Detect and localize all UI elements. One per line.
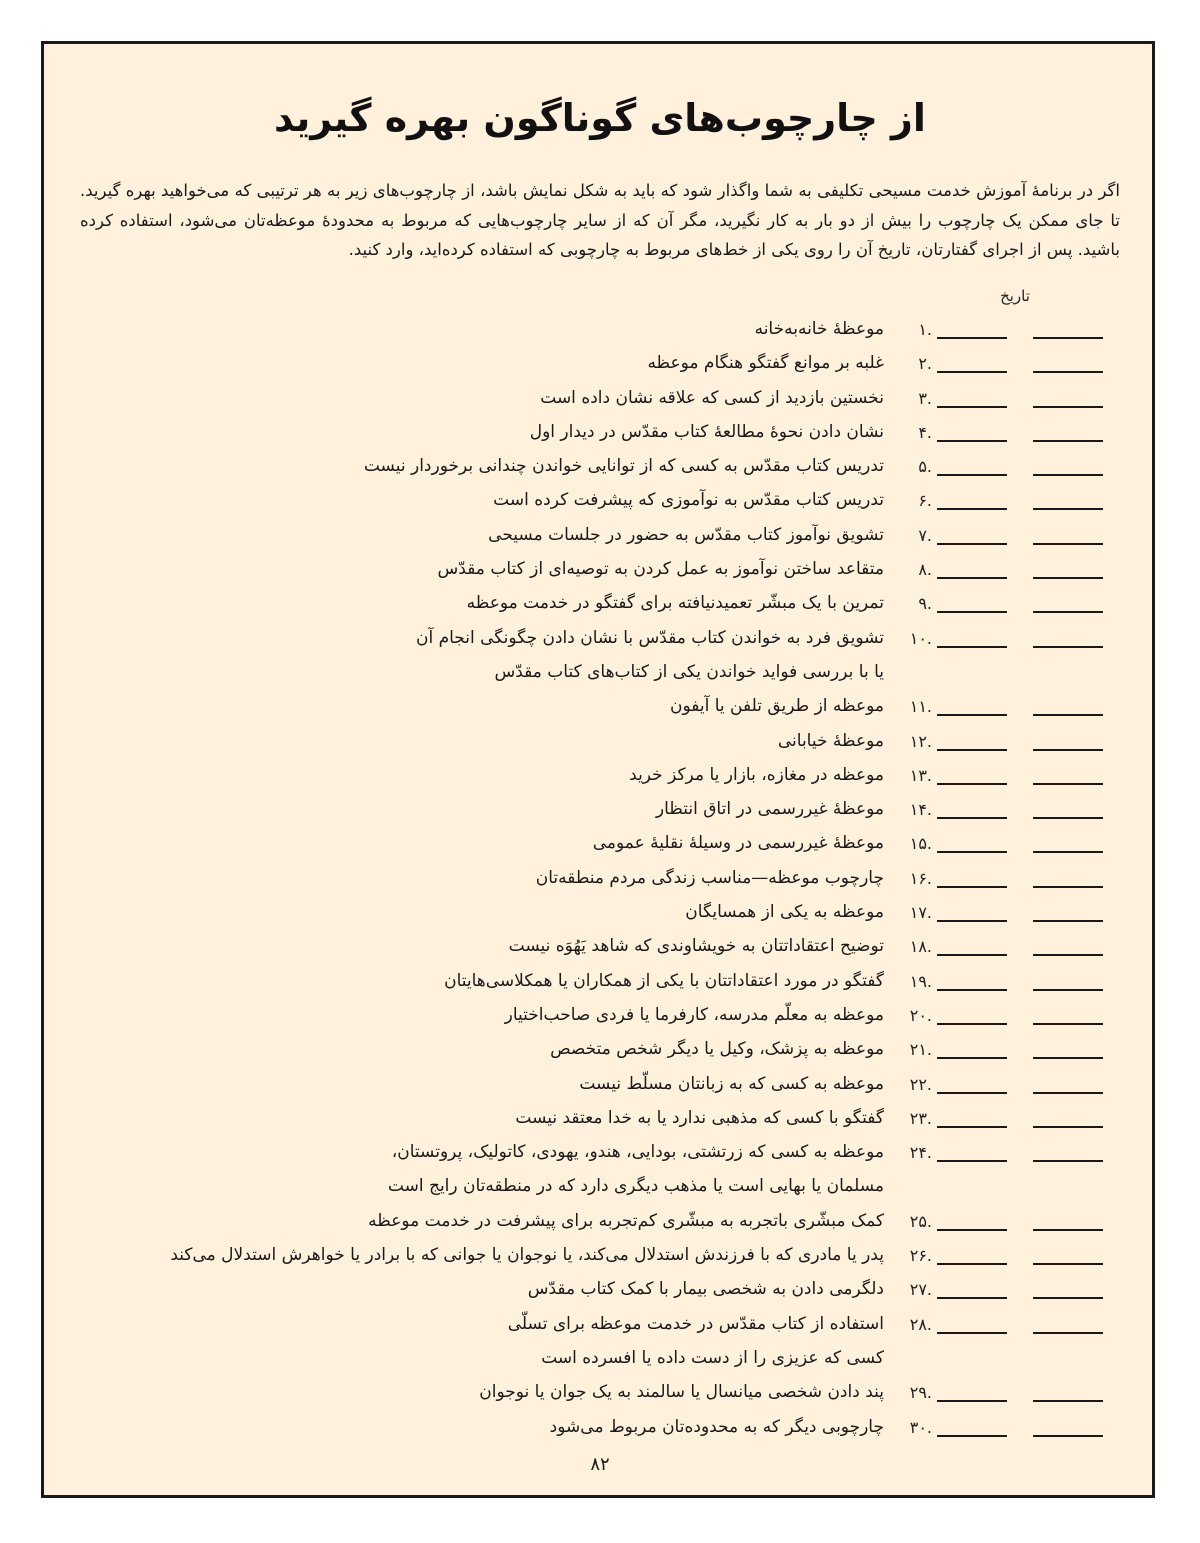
item-number: .۳ (918, 388, 932, 408)
item-text (438, 552, 884, 586)
checklist-item (0, 1377, 1200, 1411)
checklist-item (0, 314, 1200, 348)
checklist-item (0, 554, 1200, 588)
date-line-1[interactable] (1033, 1229, 1103, 1231)
item-number: .۲۲ (909, 1074, 932, 1094)
date-line-1[interactable] (1033, 406, 1103, 408)
date-line-2[interactable] (937, 1057, 1007, 1059)
date-line-2[interactable] (937, 1023, 1007, 1025)
date-line-2[interactable] (937, 1435, 1007, 1437)
item-text-line: توضیح اعتقاداتتان به خویشاوندی که شاهد یَهُوَه نیست (508, 936, 884, 957)
date-line-2[interactable] (937, 646, 1007, 648)
item-text (479, 1375, 884, 1409)
item-text-line: موعظه به معلّم مدرسه، کارفرما یا فردی صاحب‌اختیار (504, 1004, 884, 1025)
item-text-line: تشویق فرد به خواندن کتاب مقدّس با نشان دادن چگونگی انجام آن (415, 627, 884, 648)
item-number: .۱۶ (909, 868, 932, 888)
date-line-1[interactable] (1033, 749, 1103, 751)
item-text-line: موعظهٔ خیابانی (777, 730, 884, 751)
date-line-2[interactable] (937, 337, 1007, 339)
item-text-line: موعظهٔ خانه‌به‌خانه (754, 319, 884, 339)
date-line-1[interactable] (1033, 851, 1103, 853)
item-text (515, 1101, 884, 1135)
item-text (778, 724, 884, 758)
checklist-item (0, 1069, 1200, 1103)
checklist-item (0, 726, 1200, 760)
item-text (755, 312, 884, 346)
item-text-line: پدر یا مادری که با فرزندش استدلال می‌کند، یا نوجوان یا جوانی که با برادر یا خواهرش استدلال می‌کند (170, 1245, 884, 1266)
item-text (656, 792, 884, 826)
date-line-1[interactable] (1033, 817, 1103, 819)
checklist-item (0, 451, 1200, 485)
date-line-2[interactable] (937, 440, 1007, 442)
date-line-2[interactable] (937, 543, 1007, 545)
item-number: .۲۷ (909, 1280, 932, 1300)
checklist-item (0, 485, 1200, 519)
checklist-item (0, 966, 1200, 1000)
item-number: .۱۴ (909, 800, 932, 820)
date-line-2[interactable] (937, 1332, 1007, 1334)
item-text (647, 346, 884, 380)
date-line-2[interactable] (937, 851, 1007, 853)
date-line-1[interactable] (1033, 1400, 1103, 1402)
item-text-line: موعظه در مغازه، بازار یا مرکز خرید (629, 764, 884, 785)
date-line-2[interactable] (937, 577, 1007, 579)
checklist-item (0, 1206, 1200, 1240)
item-text (550, 1032, 884, 1066)
item-text-line: موعظه به یکی از همسایگان (685, 902, 884, 923)
date-line-1[interactable] (1033, 1126, 1103, 1128)
date-line-2[interactable] (937, 1092, 1007, 1094)
item-number: .۲۶ (909, 1246, 932, 1266)
item-text (467, 586, 884, 620)
item-number: .۲ (918, 354, 932, 374)
page-title: از چارچوب‌های گوناگون بهره گیرید (274, 96, 926, 140)
date-line-1[interactable] (1033, 646, 1103, 648)
checklist-item (0, 794, 1200, 828)
item-number: .۱۳ (909, 765, 932, 785)
checklist-item (0, 417, 1200, 451)
date-line-2[interactable] (937, 1229, 1007, 1231)
date-line-2[interactable] (937, 474, 1007, 476)
item-number: .۸ (918, 560, 932, 580)
date-line-2[interactable] (937, 989, 1007, 991)
item-number: .۲۴ (909, 1143, 932, 1163)
date-line-1[interactable] (1033, 440, 1103, 442)
checklist-item (0, 1309, 1200, 1378)
item-text (536, 861, 884, 895)
date-line-2[interactable] (937, 611, 1007, 613)
date-line-2[interactable] (937, 954, 1007, 956)
item-text (364, 449, 884, 483)
item-text (444, 964, 884, 998)
item-number: .۲۱ (909, 1040, 932, 1060)
item-number: .۳۰ (909, 1417, 932, 1437)
item-text-line: گفتگو در مورد اعتقاداتتان با یکی از همکاران یا همکلاسی‌هایتان (444, 970, 884, 991)
item-text-line: غلبه بر موانع گفتگو هنگام موعظه (647, 353, 884, 374)
date-line-1[interactable] (1033, 1160, 1103, 1162)
item-number: .۱۹ (909, 971, 932, 991)
date-line-2[interactable] (937, 1263, 1007, 1265)
item-number: .۹ (918, 594, 932, 614)
date-line-2[interactable] (937, 1160, 1007, 1162)
checklist-item (0, 1137, 1200, 1206)
date-line-2[interactable] (937, 508, 1007, 510)
item-number: .۴ (918, 422, 932, 442)
item-text-line: موعظهٔ غیررسمی در اتاق انتظار (655, 799, 884, 820)
checklist-item (0, 1274, 1200, 1308)
item-text (670, 689, 884, 723)
item-number: .۶ (918, 491, 932, 511)
checklist-item (0, 623, 1200, 692)
checklist-item (0, 897, 1200, 931)
date-line-2[interactable] (937, 406, 1007, 408)
date-line-2[interactable] (937, 1297, 1007, 1299)
item-text (508, 1307, 884, 1376)
item-number: .۱۰ (909, 628, 932, 648)
date-line-1[interactable] (1033, 1057, 1103, 1059)
item-text-line: یا با بررسی فواید خواندن یکی از کتاب‌های کتاب مقدّس (494, 661, 884, 682)
checklist-item (0, 1034, 1200, 1068)
item-number: .۲۰ (909, 1005, 932, 1025)
date-line-2[interactable] (937, 1126, 1007, 1128)
date-line-1[interactable] (1033, 1263, 1103, 1265)
date-line-2[interactable] (937, 783, 1007, 785)
item-text (170, 1238, 884, 1272)
item-text-line: موعظه به پزشک، وکیل یا دیگر شخص متخصص (550, 1039, 884, 1060)
checklist-item (0, 828, 1200, 862)
date-line-1[interactable] (1033, 989, 1103, 991)
date-line-1[interactable] (1033, 1297, 1103, 1299)
item-text (530, 415, 884, 449)
item-number: .۵ (918, 457, 932, 477)
checklist-item (0, 691, 1200, 725)
item-number: .۱ (918, 320, 932, 339)
intro-paragraph: اگر در برنامهٔ آموزش خدمت مسیحی تکلیفی به شما واگذار شود که باید به شکل نمایش باشد، از چارچوب‌های زیر به هر ترتیبی که می‌خواهید بهره گیرید. تا جای ممکن یک چارچوب را بیش از دو بار به کار نگیرید، مگر آن که از سایر چارچوب‌هایی که مربوط به محدودهٔ موعظه‌تان می‌شود، استفاده کرده باشید. پس از اجرای گفتارتان، تاریخ آن را روی یکی از خط‌های مربوط به چارچوبی که استفاده کرده‌اید، وارد کنید. (80, 181, 1120, 259)
item-text (505, 998, 884, 1032)
item-number: .۷ (918, 525, 932, 545)
item-text-line: تمرین با یک مبشّر تعمیدنیافته برای گفتگو در خدمت موعظه (466, 593, 884, 614)
date-line-2[interactable] (937, 749, 1007, 751)
item-text (528, 1272, 884, 1306)
item-text-line: مسلمان یا بهایی است یا مذهب دیگری دارد که در منطقه‌تان رایج است (387, 1176, 884, 1197)
item-text (685, 895, 884, 929)
item-text-line: موعظهٔ غیررسمی در وسیلهٔ نقلیهٔ عمومی (592, 833, 884, 854)
item-text-line: کمک مبشّری باتجربه به مبشّری کم‌تجربه برای پیشرفت در خدمت موعظه (368, 1210, 884, 1231)
item-text-line: موعظه به کسی که زرتشتی، بودایی، هندو، یهودی، کاتولیک، پروتستان، (391, 1142, 884, 1163)
item-text (540, 381, 884, 415)
checklist-item (0, 520, 1200, 554)
item-text (416, 621, 884, 690)
item-number: .۱۸ (909, 937, 932, 957)
date-line-1[interactable] (1033, 886, 1103, 888)
item-number: .۱۲ (909, 731, 932, 751)
checklist-item (0, 1103, 1200, 1137)
item-number: .۱۷ (909, 903, 932, 923)
checklist-item (0, 348, 1200, 382)
date-line-1[interactable] (1033, 714, 1103, 716)
item-text-line: پند دادن شخصی میانسال یا سالمند به یک جوان یا نوجوان (479, 1382, 884, 1403)
item-text (550, 1410, 884, 1444)
date-line-1[interactable] (1033, 1435, 1103, 1437)
item-text-line: نشان دادن نحوهٔ مطالعهٔ کتاب مقدّس در دیدار اول (529, 421, 884, 442)
item-text-line: استفاده از کتاب مقدّس در خدمت موعظه برای تسلّی (507, 1313, 884, 1334)
checklist-item (0, 760, 1200, 794)
checklist-item (0, 588, 1200, 622)
date-line-1[interactable] (1033, 1332, 1103, 1334)
checklist-item (0, 383, 1200, 417)
item-text-line: تشویق نوآموز کتاب مقدّس به حضور در جلسات مسیحی (488, 524, 884, 545)
date-line-1[interactable] (1033, 577, 1103, 579)
checklist-item (0, 1412, 1200, 1446)
item-text-line: موعظه از طریق تلفن یا آیفون (670, 696, 884, 717)
date-line-2[interactable] (937, 1400, 1007, 1402)
item-text (509, 929, 884, 963)
item-text-line: نخستین بازدید از کسی که علاقه نشان داده است (540, 387, 884, 408)
page-number: ۸۲ (590, 1454, 610, 1475)
item-text-line: چارچوب موعظه—مناسب زندگی مردم منطقه‌تان (535, 867, 884, 888)
item-text (388, 1135, 884, 1204)
date-line-2[interactable] (937, 886, 1007, 888)
setting-checklist (0, 314, 1200, 1446)
item-number: .۱۵ (909, 834, 932, 854)
checklist-item (0, 863, 1200, 897)
date-line-1[interactable] (1033, 611, 1103, 613)
date-line-2[interactable] (937, 920, 1007, 922)
date-line-1[interactable] (1033, 1023, 1103, 1025)
date-line-1[interactable] (1033, 783, 1103, 785)
date-line-2[interactable] (937, 371, 1007, 373)
item-number: .۲۸ (909, 1314, 932, 1334)
date-line-1[interactable] (1033, 543, 1103, 545)
checklist-item (0, 931, 1200, 965)
item-text (629, 758, 884, 792)
item-text (368, 1204, 884, 1238)
item-text-line: گفتگو با کسی که مذهبی ندارد یا به خدا معتقد نیست (515, 1107, 884, 1128)
date-line-1[interactable] (1033, 337, 1103, 339)
item-number: .۲۵ (909, 1211, 932, 1231)
date-line-1[interactable] (1033, 920, 1103, 922)
item-text-line: تدریس کتاب مقدّس به کسی که از توانایی خواندن چندانی برخوردار نیست (363, 456, 884, 477)
item-text-line: موعظه به کسی که به زبانتان مسلّط نیست (579, 1073, 884, 1094)
item-number: .۲۳ (909, 1108, 932, 1128)
checklist-item (0, 1240, 1200, 1274)
date-line-2[interactable] (937, 714, 1007, 716)
date-line-2[interactable] (937, 817, 1007, 819)
item-text (593, 826, 884, 860)
item-text-line: تدریس کتاب مقدّس به نوآموزی که پیشرفت کرده است (493, 490, 884, 511)
date-line-1[interactable] (1033, 954, 1103, 956)
item-number: .۲۹ (909, 1383, 932, 1403)
date-line-1[interactable] (1033, 1092, 1103, 1094)
checklist-item (0, 1000, 1200, 1034)
date-line-1[interactable] (1033, 508, 1103, 510)
item-text-line: متقاعد ساختن نوآموز به عمل کردن به توصیه‌ای از کتاب مقدّس (437, 559, 884, 580)
item-text (493, 483, 884, 517)
item-text-line: دلگرمی دادن به شخصی بیمار با کمک کتاب مقدّس (527, 1279, 884, 1300)
date-line-1[interactable] (1033, 371, 1103, 373)
date-line-1[interactable] (1033, 474, 1103, 476)
date-column-header: تاریخ (1000, 287, 1030, 305)
item-text (488, 518, 884, 552)
item-number: .۱۱ (909, 697, 932, 717)
item-text (579, 1067, 884, 1101)
item-text-line: چارچوبی دیگر که به محدوده‌تان مربوط می‌شود (549, 1416, 884, 1437)
item-text-line: کسی که عزیزی را از دست داده یا افسرده است (541, 1347, 884, 1368)
